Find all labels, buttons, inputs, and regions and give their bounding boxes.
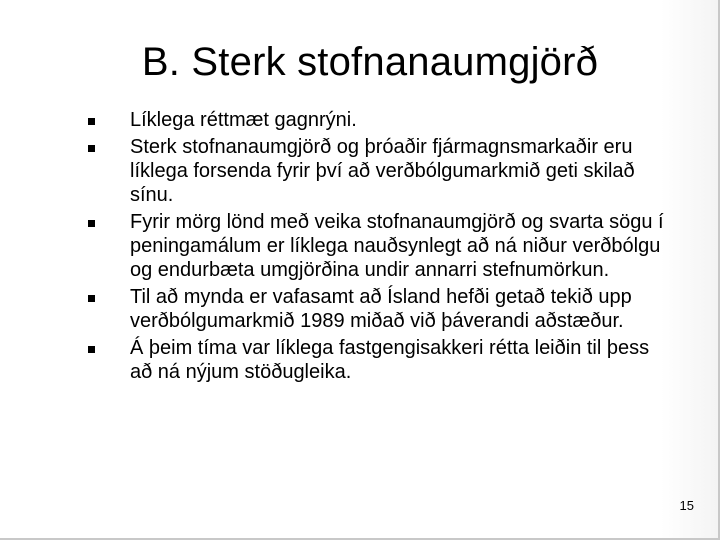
square-bullet-icon <box>88 295 95 302</box>
bullet-item <box>84 108 664 132</box>
bullet-text: Til að mynda er vafasamt að Ísland hefði getað tekið upp verðbólgumarkmið 1989 miðað við þáverandi aðstæður. <box>130 286 632 332</box>
bullet-item <box>84 285 664 333</box>
bullet-text: Á þeim tíma var líklega fastgengisakkeri rétta leiðin til þess að ná nýjum stöðugleika. <box>130 337 650 383</box>
bullet-list <box>84 108 664 387</box>
bullet-text: Sterk stofnanaumgjörð og þróaðir fjármagnsmarkaðir eru líklega forsenda fyrir því að verðbólgumarkmið geti skilað sínu. <box>130 136 635 206</box>
bullet-item <box>84 210 664 282</box>
square-bullet-icon <box>88 145 95 152</box>
square-bullet-icon <box>88 118 95 125</box>
bullet-text: Líklega réttmæt gagnrýni. <box>130 109 357 131</box>
slide-title: B. Sterk stofnanaumgjörð <box>141 40 599 84</box>
bullet-text: Fyrir mörg lönd með veika stofnanaumgjörð og svarta sögu í peningamálum er líklega nauðsynlegt að ná niður verðbólgu og endurbæta umgjörðina undir annarri stefnumörkun. <box>130 211 664 281</box>
page-number: 15 <box>679 498 694 513</box>
square-bullet-icon <box>88 346 95 353</box>
square-bullet-icon <box>88 220 95 227</box>
bullet-item <box>84 135 664 207</box>
bullet-item <box>84 336 664 384</box>
